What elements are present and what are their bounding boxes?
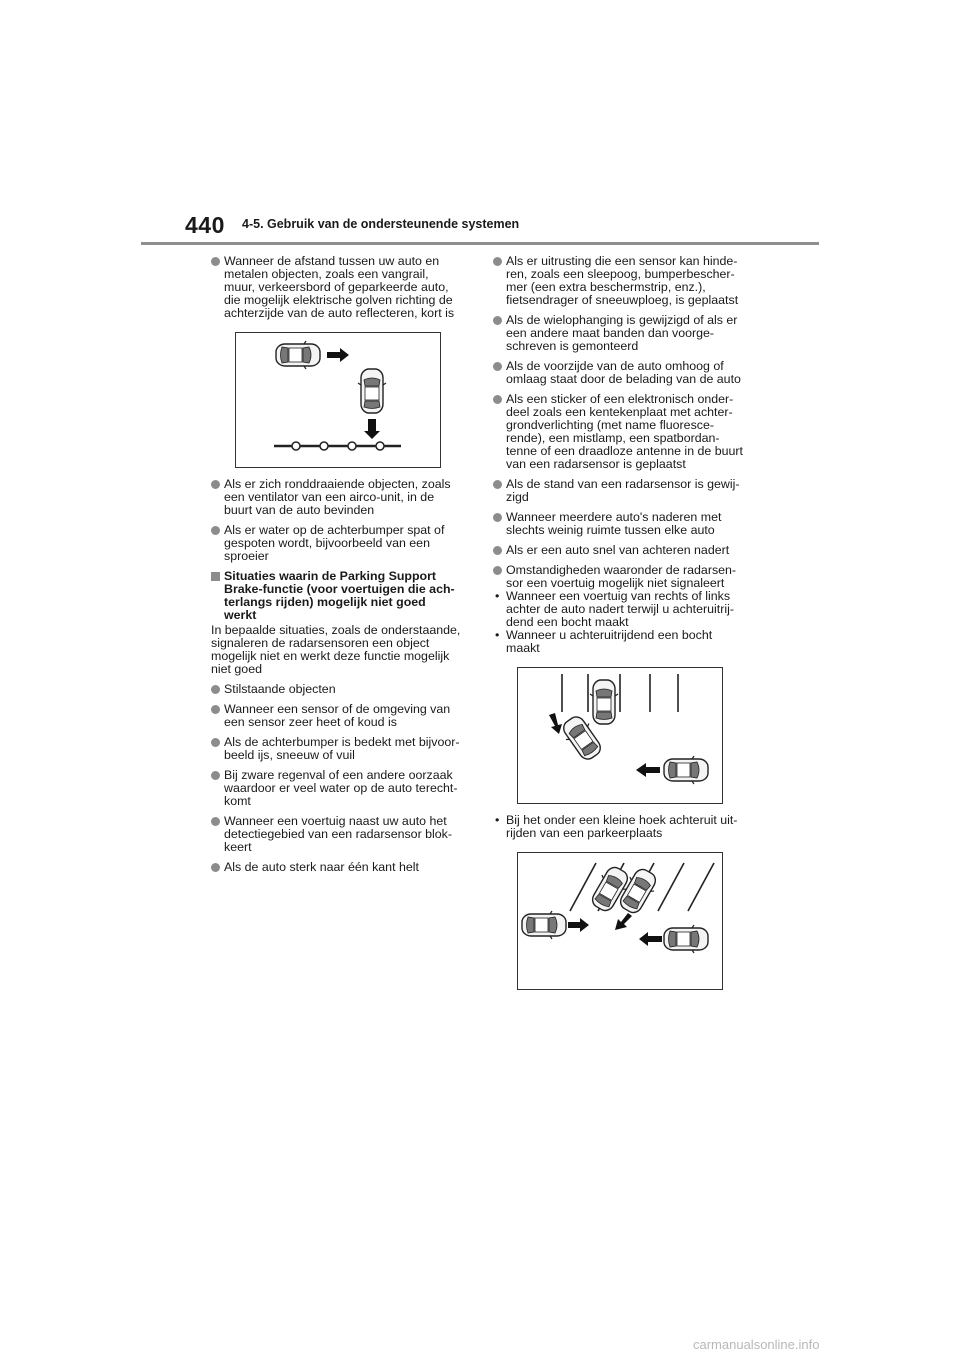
bullet-icon bbox=[211, 526, 220, 535]
bullet-icon bbox=[493, 546, 502, 555]
sub-bullet-icon: • bbox=[495, 589, 500, 603]
bullet-icon bbox=[493, 395, 502, 404]
list-item bbox=[493, 544, 758, 557]
list-item-text: Als een sticker of een elektronisch onder- deel zoals een kentekenplaat met achter- grondverlichting (met name fluoresce- rende), een mistlamp, een spatbordan- tenne of een draadloze antenne in de buurt van een radarsensor is geplaatst bbox=[506, 392, 743, 471]
parking-line-icon bbox=[658, 863, 684, 911]
list-item bbox=[211, 769, 473, 808]
list-item bbox=[493, 255, 758, 307]
parking-line-icon bbox=[570, 863, 596, 911]
bullet-icon bbox=[493, 513, 502, 522]
list-item-text: Wanneer de afstand tussen uw auto en metalen objecten, zoals een vangrail, muur, verkeersbord of geparkeerde auto, die mogelijk elektrische golven richting de achterzijde van de auto reflecteren, kort is bbox=[224, 254, 455, 320]
list-item-text: Stilstaande objecten bbox=[224, 682, 336, 696]
list-item bbox=[211, 703, 473, 729]
sub-bullet-icon: • bbox=[495, 628, 500, 642]
bullet-icon bbox=[211, 480, 220, 489]
list-item-text: Wanneer een sensor of de omgeving van een sensor zeer heet of koud is bbox=[224, 702, 451, 729]
list-item bbox=[211, 524, 473, 563]
bullet-icon bbox=[211, 771, 220, 780]
arrow-right-icon bbox=[568, 918, 589, 932]
section-intro: In bepaalde situaties, zoals de onderstaande, signaleren de radarsensoren een object mogelijk niet en werkt deze functie mogelijk niet goed bbox=[211, 623, 461, 676]
arrow-down-icon bbox=[549, 713, 562, 734]
list-item-text: Als er zich ronddraaiende objecten, zoals een ventilator van een airco-unit, in de buurt van de auto bevinden bbox=[224, 477, 451, 517]
sub-list-item-text: Wanneer een voertuig van rechts of links achter de auto nadert terwijl u achteruitrij- dend een bocht maakt bbox=[506, 589, 734, 629]
list-item-text: Als de wielophanging is gewijzigd of als er een andere maat banden dan voorge- schreven is gemonteerd bbox=[506, 313, 738, 353]
post-icon bbox=[292, 442, 300, 450]
parked-car-icon bbox=[590, 680, 618, 724]
sub-list-item bbox=[493, 814, 758, 840]
section-heading-text: Situaties waarin de Parking Support Brake-functie (voor voertuigen die ach- terlangs rijden) mogelijk niet goed werkt bbox=[224, 569, 455, 622]
approaching-car-icon bbox=[664, 756, 708, 784]
list-item-text: Als er een auto snel van achteren nadert bbox=[506, 543, 730, 557]
chapter-title: 4-5. Gebruik van de ondersteunende systemen bbox=[242, 217, 520, 231]
bullet-icon bbox=[211, 257, 220, 266]
illustration-guardrail bbox=[235, 332, 441, 468]
approaching-car-left-icon bbox=[522, 911, 566, 939]
parking-line-icon bbox=[688, 863, 714, 911]
list-item bbox=[211, 861, 473, 874]
own-car-icon bbox=[358, 369, 386, 413]
sub-bullet-icon: • bbox=[495, 813, 500, 827]
arrow-down-left-icon bbox=[615, 913, 632, 930]
list-item-text: Als de auto sterk naar één kant helt bbox=[224, 860, 419, 874]
post-icon bbox=[320, 442, 328, 450]
page-number: 440 bbox=[185, 212, 225, 238]
sub-list-item-text: Wanneer u achteruitrijdend een bocht maakt bbox=[506, 628, 713, 655]
arrow-down-icon bbox=[364, 419, 380, 439]
arrow-left-icon bbox=[639, 932, 662, 946]
bullet-icon bbox=[211, 685, 220, 694]
list-item-text: Als de achterbumper is bedekt met bijvoor- beeld ijs, sneeuw of vuil bbox=[224, 735, 460, 762]
list-item-text: Als er uitrusting die een sensor kan hinde- ren, zoals een sleepoog, bumperbescher- mer (een extra beschermstrip, enz.), fietsendrager of sneeuwploeg, is geplaatst bbox=[506, 254, 739, 307]
list-item-text: Wanneer een voertuig naast uw auto het detectiegebied van een radarsensor blok- keert bbox=[224, 814, 452, 854]
bullet-icon bbox=[493, 566, 502, 575]
arrow-left-icon bbox=[636, 763, 660, 777]
left-column bbox=[211, 255, 473, 881]
post-icon bbox=[376, 442, 384, 450]
list-item bbox=[493, 564, 758, 590]
list-item bbox=[493, 393, 758, 471]
list-item bbox=[211, 683, 473, 696]
illustration-reverse-turn bbox=[517, 667, 723, 804]
parked-car-icon bbox=[276, 341, 320, 369]
list-item bbox=[493, 314, 758, 353]
bullet-icon bbox=[493, 362, 502, 371]
list-item bbox=[493, 478, 758, 504]
list-item bbox=[211, 478, 473, 517]
post-icon bbox=[348, 442, 356, 450]
bullet-icon bbox=[493, 480, 502, 489]
list-item-text: Als de stand van een radarsensor is gewij- zigd bbox=[506, 477, 740, 504]
list-item-text: Als de voorzijde van de auto omhoog of omlaag staat door de belading van de auto bbox=[506, 359, 741, 386]
sub-list-item bbox=[493, 629, 758, 655]
list-item-text: Bij zware regenval of een andere oorzaak waardoor er veel water op de auto terecht- komt bbox=[224, 768, 458, 808]
arrow-right-icon bbox=[327, 348, 349, 362]
sub-list-item-text: Bij het onder een kleine hoek achteruit uit- rijden van een parkeerplaats bbox=[506, 813, 738, 840]
illustration-angled-parking bbox=[517, 852, 723, 990]
header-rule bbox=[141, 242, 819, 245]
list-item-text: Als er water op de achterbumper spat of gespoten wordt, bijvoorbeeld van een sproeier bbox=[224, 523, 445, 563]
bullet-icon bbox=[493, 316, 502, 325]
section-square-icon bbox=[211, 572, 220, 581]
right-column bbox=[493, 255, 758, 990]
list-item-text: Wanneer meerdere auto's naderen met slechts weinig ruimte tussen elke auto bbox=[506, 510, 722, 537]
list-item bbox=[493, 511, 758, 537]
list-item bbox=[211, 815, 473, 854]
list-item-text: Omstandigheden waaronder de radarsen- sor een voertuig mogelijk niet signaleert bbox=[506, 563, 737, 590]
approaching-car-right-icon bbox=[664, 925, 708, 953]
section-heading bbox=[211, 570, 473, 622]
list-item bbox=[211, 736, 473, 762]
list-item bbox=[211, 255, 473, 320]
list-item bbox=[493, 360, 758, 386]
footer-url: carmanualsonline.info bbox=[693, 1337, 820, 1352]
bullet-icon bbox=[211, 738, 220, 747]
sub-list-item bbox=[493, 590, 758, 629]
bullet-icon bbox=[493, 257, 502, 266]
bullet-icon bbox=[211, 817, 220, 826]
bullet-icon bbox=[211, 705, 220, 714]
bullet-icon bbox=[211, 863, 220, 872]
